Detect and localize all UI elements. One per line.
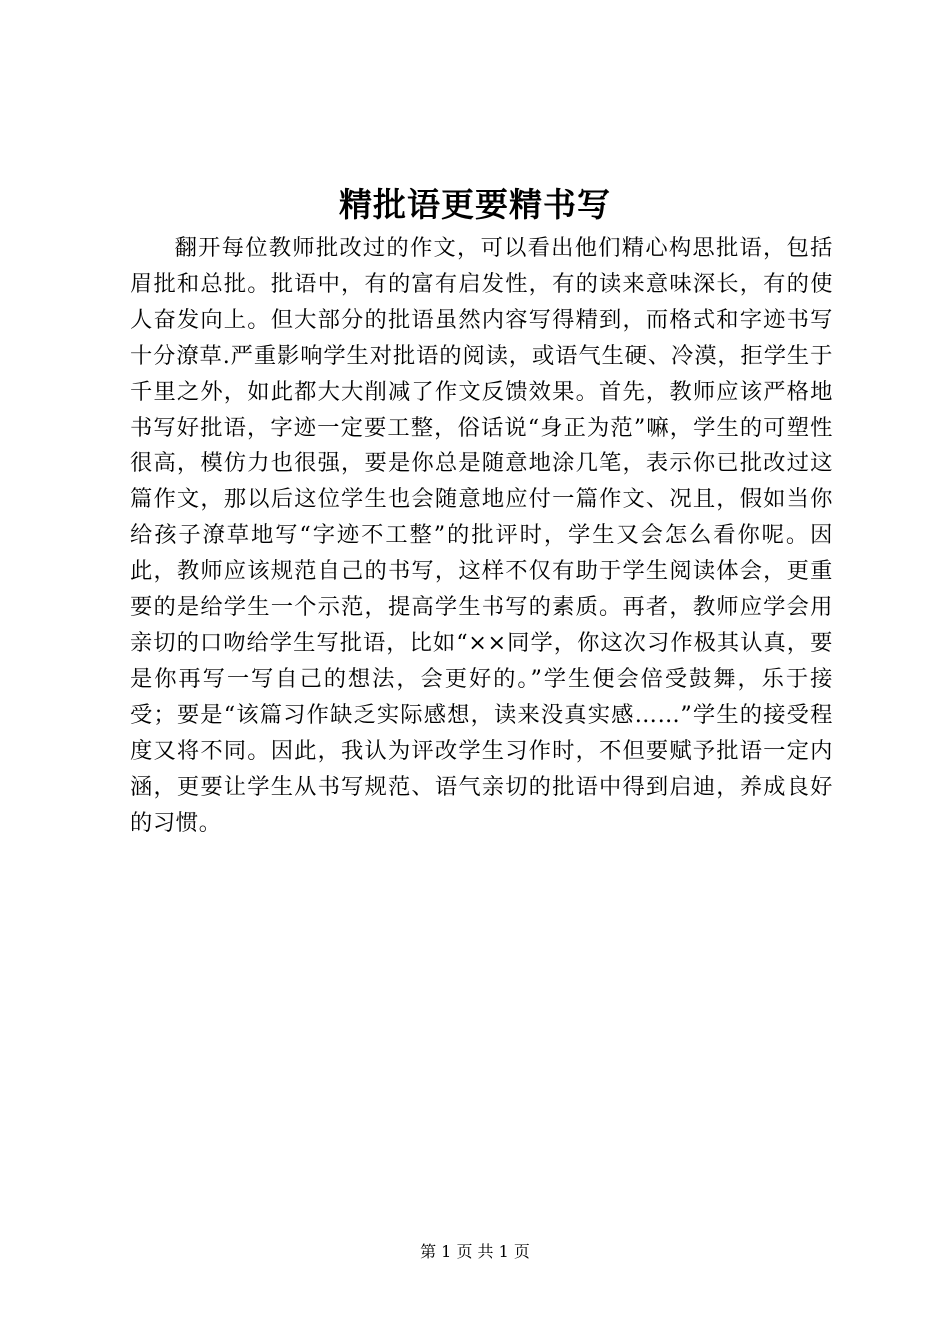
page-footer: 第 1 页 共 1 页: [420, 1242, 530, 1261]
body-paragraph: 翻开每位教师批改过的作文，可以看出他们精心构思批语，包括眉批和总批。批语中，有的富有启发性，有的读来意味深长，有的使人奋发向上。但大部分的批语虽然内容写得精到，而格式和字迹书写十分潦草.严重影响学生对批语的阅读，或语气生硬、冷漠，拒学生于千里之外，如此都大大削减了作文反馈效果。首先，教师应该严格地书写好批语，字迹一定要工整，俗话说“身正为范”嘛，学生的可塑性很高，模仿力也很强，要是你总是随意地涂几笔，表示你已批改过这篇作文，那以后这位学生也会随意地应付一篇作文、况且，假如当你给孩子潦草地写“字迹不工整”的批评时，学生又会怎么看你呢。因此，教师应该规范自己的书写，这样不仅有助于学生阅读体会，更重要的是给学生一个示范，提高学生书写的素质。再者，教师应学会用亲切的口吻给学生写批语，比如“××同学，你这次习作极其认真，要是你再写一写自己的想法，会更好的。”学生便会倍受鼓舞，乐于接受；要是“该篇习作缺乏实际感想，读来没真实感……”学生的接受程度又将不同。因此，我认为评改学生习作时，不但要赋予批语一定内涵，更要让学生从书写规范、语气亲切的批语中得到启迪，养成良好的习惯。: [130, 235, 833, 836]
document-title: 精批语更要精书写: [339, 185, 611, 224]
